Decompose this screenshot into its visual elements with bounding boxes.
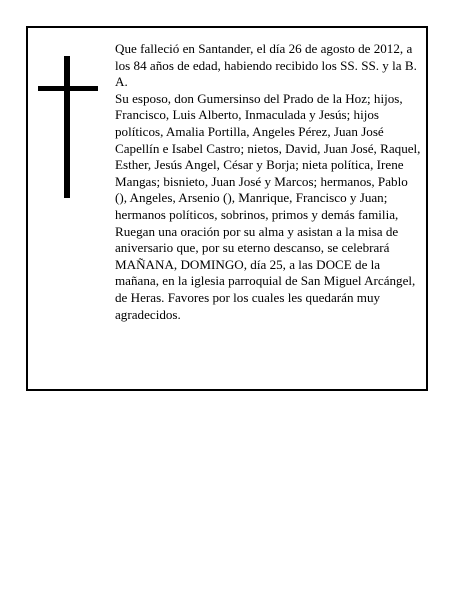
cross-vertical-bar <box>64 56 70 198</box>
cross-horizontal-bar <box>38 86 98 91</box>
obituary-text <box>115 41 421 323</box>
family-list-paragraph: Su esposo, don Gumersinso del Prado de la Hoz; hijos, Francisco, Luis Alberto, Inmaculada y Jesús; hijos políticos, Amalia Portilla, Angeles Pérez, Juan José Capellín e Isabel Castro; nietos, David, Juan José, Raquel, Esther, Jesús Angel, César y Borja; nieta política, Irene Mangas; bisnieto, Juan José y Marcos; hermanos, Pablo (), Angeles, Arsenio (), Manrique, Francisco y Juan; hermanos políticos, sobrinos, primos y demás familia, <box>115 90 421 222</box>
mass-invitation-paragraph: Ruegan una oración por su alma y asistan a la misa de aniversario que, por su eterno descanso, se celebrará MAÑANA, DOMINGO, día 25, a las DOCE de la mañana, en la iglesia parroquial de San Miguel Arcángel, de Heras. Favores por los cuales les quedarán muy agradecidos. <box>115 223 416 322</box>
cross-icon <box>38 56 98 198</box>
obituary-notice <box>26 26 428 391</box>
death-announcement-paragraph: Que falleció en Santander, el día 26 de agosto de 2012, a los 84 años de edad, habiendo recibido los SS. SS. y la B. A. <box>115 41 417 90</box>
